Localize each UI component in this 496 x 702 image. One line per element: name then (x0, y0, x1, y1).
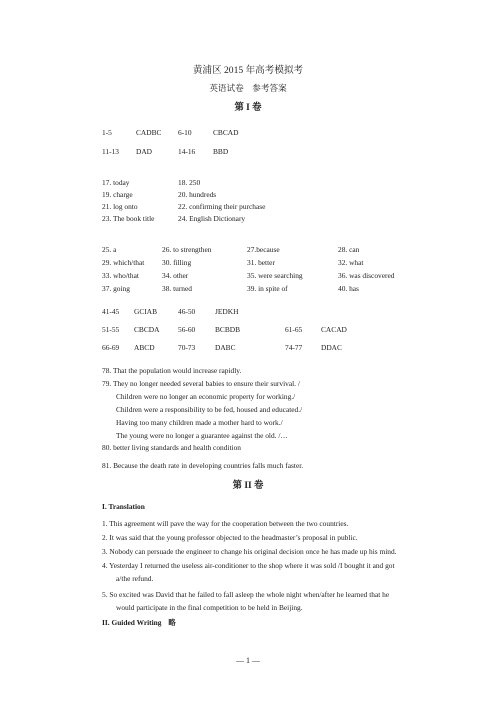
document-title: 黄浦区 2015 年高考模拟考 (192, 65, 304, 76)
part1-heading: 第 I 卷 (234, 103, 262, 113)
answer-sentence: Children were no longer an economic property for working./ (116, 392, 296, 401)
answer-item: 22. confirming their purchase (178, 202, 266, 211)
answer-key: DDAC (321, 343, 342, 352)
answer-row (0, 245, 496, 255)
translation-answer: would participate in the final competition to be held in Beijing. (116, 603, 303, 612)
answer-row (0, 307, 496, 317)
page-number: — 1 — (236, 656, 260, 665)
answer-item: 27.because (247, 245, 280, 254)
answer-key: CACAD (321, 325, 347, 334)
answer-key: ABCD (134, 343, 155, 352)
answer-row (0, 147, 496, 157)
answer-key: DAD (136, 147, 153, 156)
answer-item: 33. who/that (102, 271, 139, 280)
translation-answer: 5. So excited was David that he failed to fall asleep the whole night when/after he learned that he (102, 590, 390, 599)
answer-item: 37. going (102, 284, 130, 293)
translation-answer: 4. Yesterday I returned the useless air-conditioner to the shop where it was sold /I bought it and got (102, 561, 395, 570)
translation-heading: I. Translation (102, 502, 145, 511)
answer-key: BBD (213, 147, 229, 156)
answer-item: 25. a (102, 245, 117, 254)
question-range: 41-45 (102, 307, 120, 316)
answer-key: DABC (215, 343, 236, 352)
answer-row (0, 284, 496, 294)
answer-item: 18. 250 (178, 178, 201, 187)
question-range: 56-60 (178, 325, 196, 334)
answer-item: 21. log onto (102, 202, 138, 211)
answer-item: 31. better (247, 258, 275, 267)
answer-key: CBCDA (134, 325, 160, 334)
answer-item: 35. were searching (247, 271, 303, 280)
answer-item: 28. can (338, 245, 360, 254)
answer-key: JEDKH (215, 307, 239, 316)
question-range: 74-77 (285, 343, 303, 352)
answer-row (0, 343, 496, 353)
answer-item: 34. other (162, 271, 189, 280)
answer-item: 24. English Dictionary (178, 214, 246, 223)
question-range: 6-10 (178, 128, 192, 137)
answer-item: 40. has (338, 284, 359, 293)
answer-item: 39. in spite of (247, 284, 288, 293)
question-range: 70-73 (178, 343, 196, 352)
answer-item: 30. filling (162, 258, 192, 267)
question-range: 11-13 (102, 147, 119, 156)
question-range: 61-65 (285, 325, 303, 334)
answer-key: CADBC (136, 128, 162, 137)
answer-row (0, 271, 496, 281)
answer-item: 36. was discovered (338, 271, 395, 280)
answer-key: CBCAD (213, 128, 239, 137)
translation-answer: a/the refund. (116, 574, 154, 583)
part2-heading: 第 II 卷 (232, 481, 264, 491)
answer-key: BCBDB (215, 325, 241, 334)
answer-item: 32. what (338, 258, 364, 267)
document-subtitle: 英语试卷 参考答案 (209, 83, 287, 93)
writing-heading-label: II. Guided Writing (102, 618, 162, 627)
answer-item: 29. which/that (102, 258, 145, 267)
question-range: 1-5 (102, 128, 112, 137)
question-range: 66-69 (102, 343, 120, 352)
answer-item: 20. hundreds (178, 190, 217, 199)
answer-item: 38. turned (162, 284, 192, 293)
answer-sentence: 81. Because the death rate in developing countries falls much faster. (102, 461, 304, 470)
translation-answer: 3. Nobody can persuade the engineer to change his original decision once he has made up his mind. (102, 547, 397, 556)
answer-sentence: Having too many children made a mother hard to work./ (116, 418, 283, 427)
question-range: 51-55 (102, 325, 120, 334)
answer-item: 17. today (102, 178, 130, 187)
answer-sentence: 79. They no longer needed several babies to ensure their survival. / (102, 379, 300, 388)
answer-sentence: Children were a responsibility to be fed, housed and educated./ (116, 405, 303, 414)
translation-answer: 2. It was said that the young professor objected to the headmaster’s proposal in public. (102, 533, 358, 542)
question-range: 14-16 (178, 147, 196, 156)
writing-note: 略 (168, 618, 176, 627)
answer-row (0, 128, 496, 138)
answer-row (0, 258, 496, 268)
question-range: 46-50 (178, 307, 196, 316)
answer-row (0, 190, 496, 200)
answer-sentence: The young were no longer a guarantee against the old. /… (116, 431, 288, 440)
answer-row (0, 325, 496, 335)
answer-item: 23. The book title (102, 214, 155, 223)
answer-sentence: 78. That the population would increase rapidly. (102, 366, 242, 375)
answer-key: GCIAB (134, 307, 157, 316)
answer-item: 19. charge (102, 190, 133, 199)
translation-answer: 1. This agreement will pave the way for the cooperation between the two countries. (102, 519, 349, 528)
answer-sentence: 80. better living standards and health condition (102, 443, 241, 452)
answer-row (0, 178, 496, 188)
answer-row (0, 214, 496, 224)
answer-item: 26. to strengthen (162, 245, 212, 254)
answer-row (0, 202, 496, 212)
writing-heading (102, 618, 176, 627)
